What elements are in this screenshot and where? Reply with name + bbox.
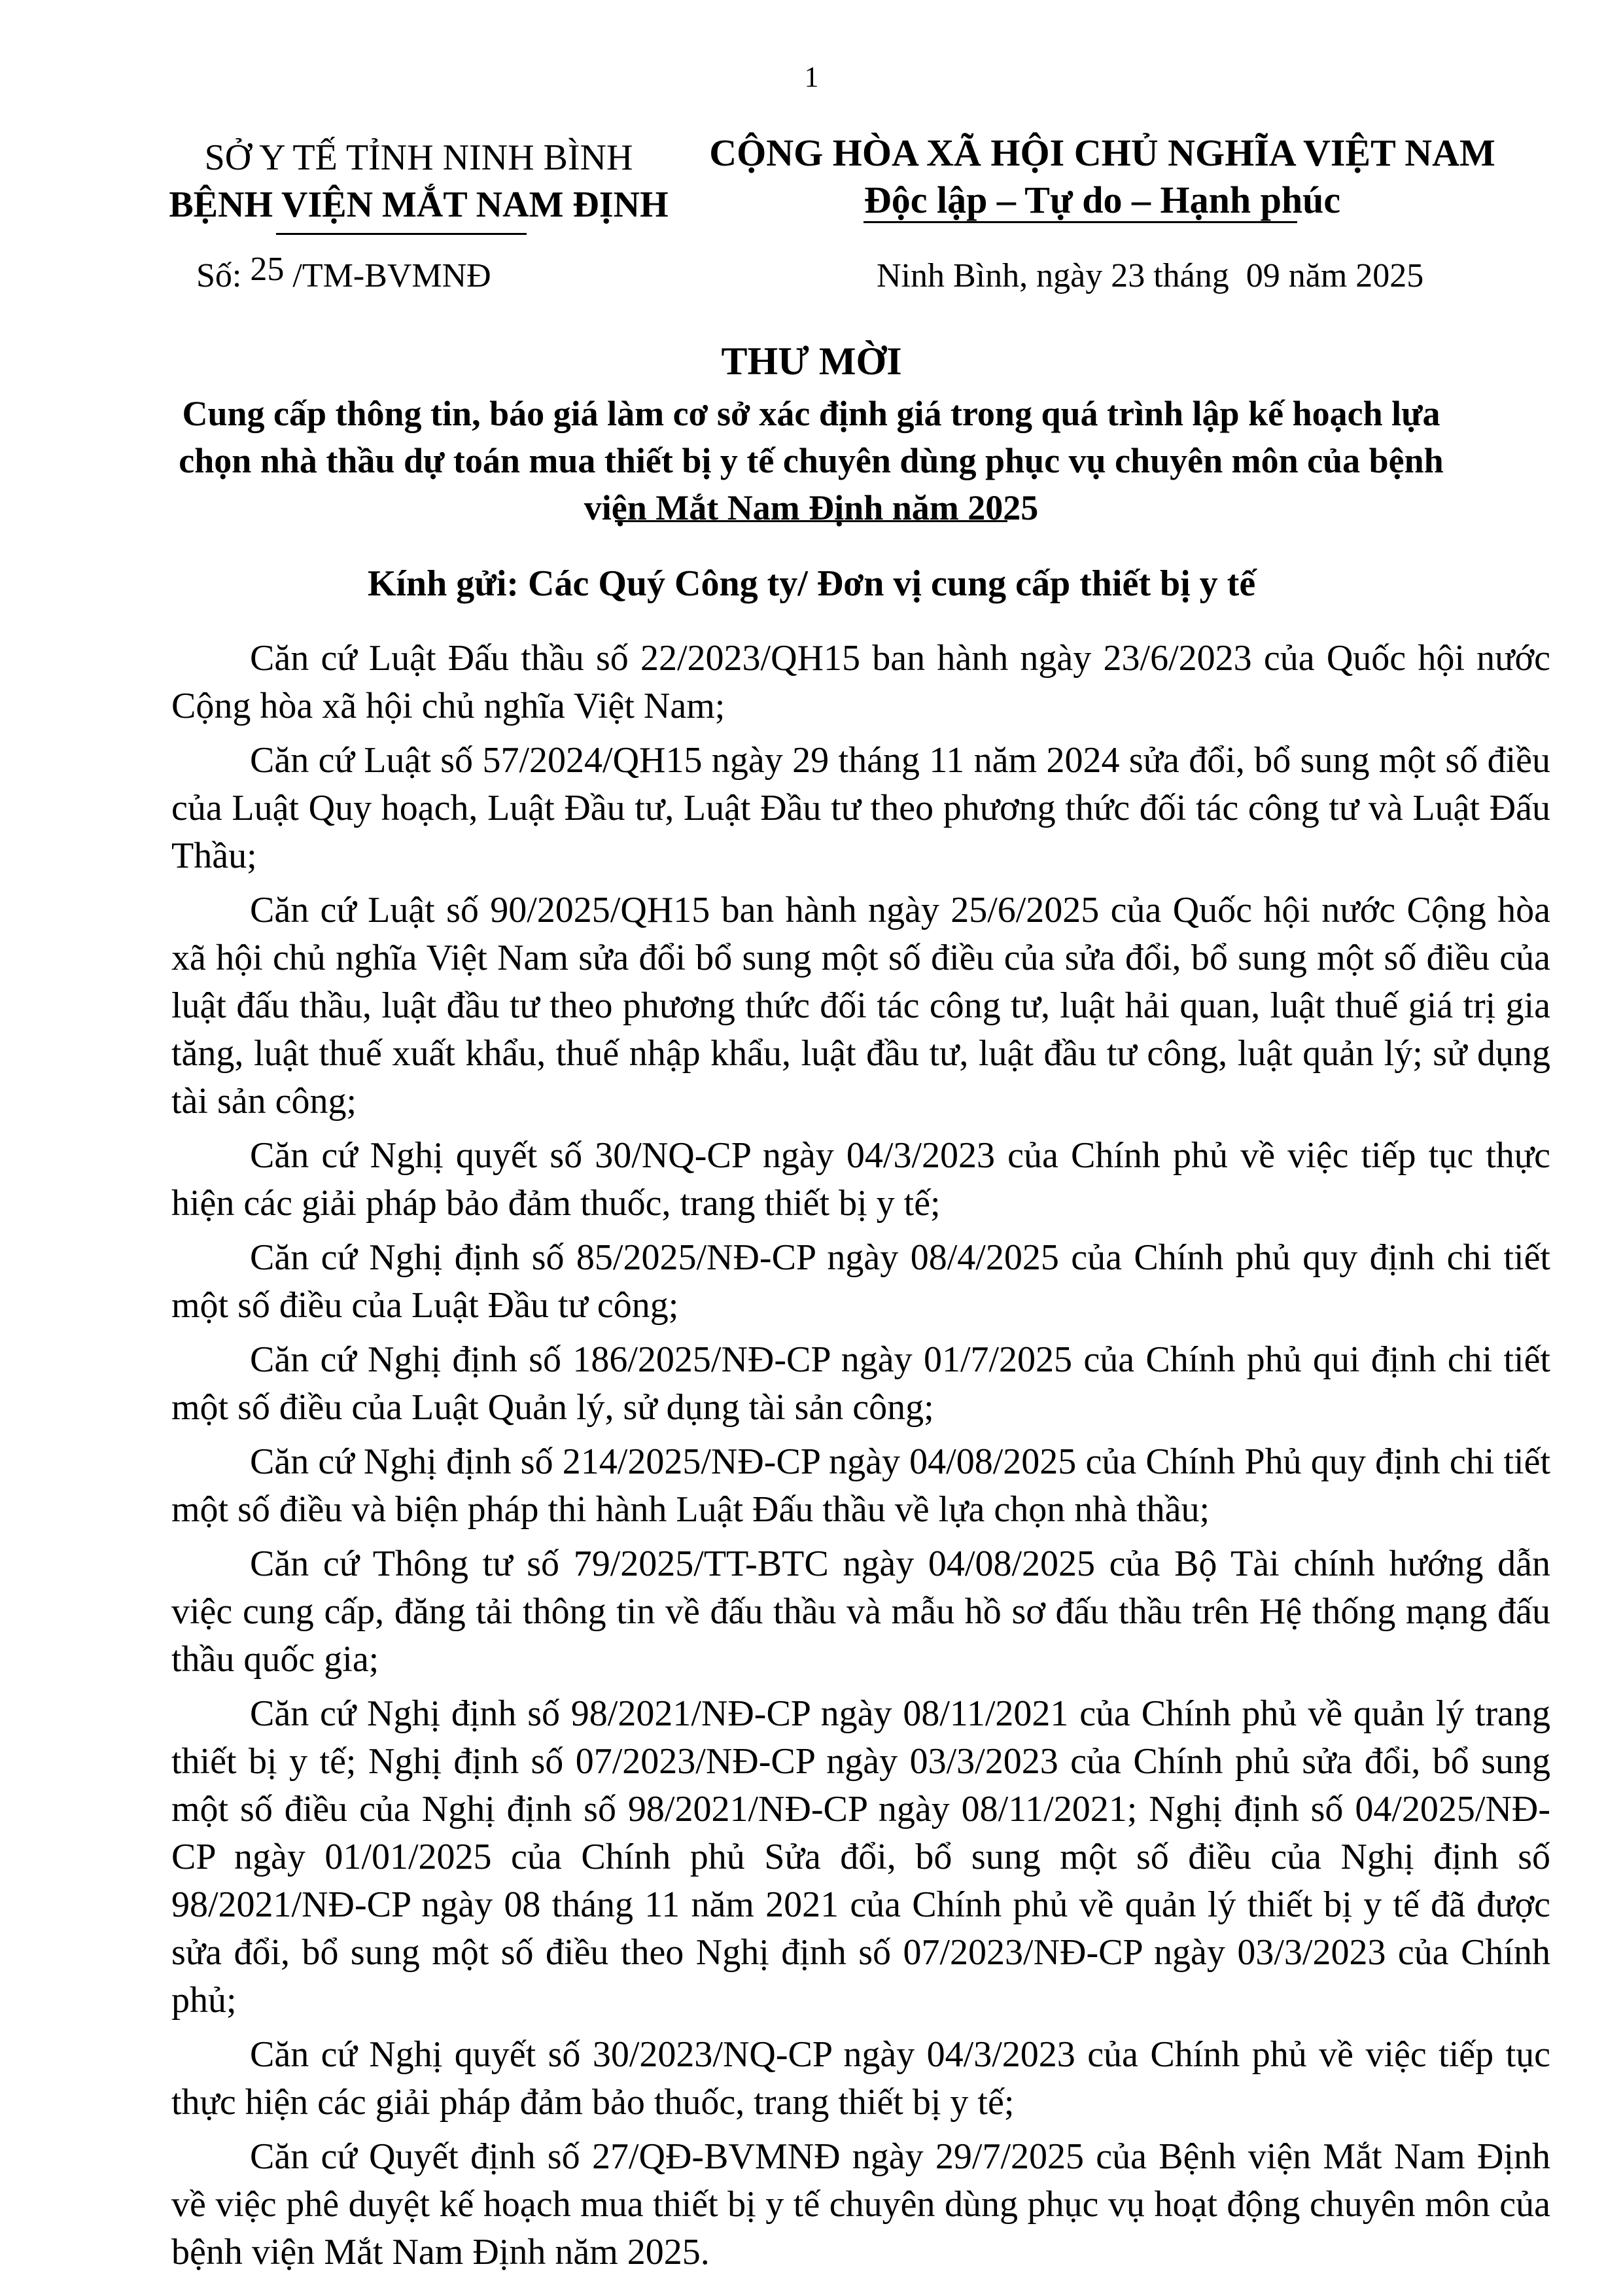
doc-number-suffix: /TM-BVMNĐ bbox=[284, 257, 491, 294]
paragraph: Căn cứ Nghị định số 214/2025/NĐ-CP ngày 04/08/2025 của Chính Phủ quy định chi tiết một số điều và biện pháp thi hành Luật Đấu thầu về lựa chọn nhà thầu; bbox=[171, 1441, 1550, 1530]
paragraph: Căn cứ Luật số 57/2024/QH15 ngày 29 tháng 11 năm 2024 sửa đổi, bổ sung một số điều của Luật Quy hoạch, Luật Đầu tư, Luật Đầu tư theo phương thức đối tác công tư và Luật Đấu Thầu; bbox=[171, 740, 1550, 876]
paragraph: Căn cứ Nghị định số 85/2025/NĐ-CP ngày 08/4/2025 của Chính phủ quy định chi tiết một số điều của Luật Đầu tư công; bbox=[171, 1237, 1550, 1326]
motto: Độc lập – Tự do – Hạnh phúc bbox=[864, 179, 1341, 221]
paragraph: Căn cứ Nghị định số 98/2021/NĐ-CP ngày 08/11/2021 của Chính phủ về quản lý trang thiết bị y tế; Nghị định số 07/2023/NĐ-CP ngày 03/3/2023 của Chính phủ sửa đổi, bổ sung một số điều của Nghị định số 98/2021/NĐ-CP ngày 08/11/2021; Nghị định số 04/2025/NĐ-CP ngày 01/01/2025 của Chính phủ Sửa đổi, bổ sung một số điều của Nghị định số 98/2021/NĐ-CP ngày 08 tháng 11 năm 2021 của Chính phủ về quản lý thiết bị y tế đã được sửa đổi, bổ sung một số điều theo Nghị định số 07/2023/NĐ-CP ngày 03/3/2023 của Chính phủ; bbox=[171, 1693, 1550, 2021]
subtitle-underline bbox=[615, 520, 1007, 522]
paragraph: Căn cứ Thông tư số 79/2025/TT-BTC ngày 04/08/2025 của Bộ Tài chính hướng dẫn việc cung cấp, đăng tải thông tin về đấu thầu và mẫu hồ sơ đấu thầu trên Hệ thống mạng đấu thầu quốc gia; bbox=[171, 1544, 1550, 1680]
page-number: 1 bbox=[804, 61, 819, 93]
paragraph: Căn cứ Nghị định số 186/2025/NĐ-CP ngày 01/7/2025 của Chính phủ qui định chi tiết một số điều của Luật Quản lý, sử dụng tài sản công; bbox=[171, 1339, 1550, 1428]
country-name: CỘNG HÒA XÃ HỘI CHỦ NGHĨA VIỆT NAM bbox=[709, 132, 1495, 174]
paragraph: Căn cứ Quyết định số 27/QĐ-BVMNĐ ngày 29/7/2025 của Bệnh viện Mắt Nam Định về việc phê duyệt kế hoạch mua thiết bị y tế chuyên dùng phục vụ hoạt động chuyên môn của bệnh viện Mắt Nam Định năm 2025. bbox=[171, 2136, 1550, 2272]
recipient-line: Kính gửi: Các Quý Công ty/ Đơn vị cung cấp thiết bị y tế bbox=[367, 563, 1256, 604]
paragraph: Căn cứ Nghị quyết số 30/NQ-CP ngày 04/3/2023 của Chính phủ về việc tiếp tục thực hiện các giải pháp bảo đảm thuốc, trang thiết bị y tế; bbox=[171, 1135, 1550, 1224]
doc-number-value: 25 bbox=[250, 251, 285, 288]
hospital-name: BỆNH VIỆN MẮT NAM ĐỊNH bbox=[169, 185, 669, 225]
paragraph: Căn cứ Nghị quyết số 30/2023/NQ-CP ngày 04/3/2023 của Chính phủ về việc tiếp tục thực hiện các giải pháp đảm bảo thuốc, trang thiết bị y tế; bbox=[171, 2034, 1550, 2123]
national-motto bbox=[677, 130, 1527, 224]
document-title: THƯ MỜI bbox=[721, 340, 902, 383]
paragraph: Căn cứ Luật Đấu thầu số 22/2023/QH15 ban hành ngày 23/6/2023 của Quốc hội nước Cộng hòa xã hội chủ nghĩa Việt Nam; bbox=[171, 638, 1550, 726]
document-number bbox=[196, 251, 491, 295]
issuing-agency bbox=[131, 134, 707, 228]
document-body bbox=[171, 635, 1550, 2283]
agency-underline bbox=[276, 233, 527, 235]
place-date: Ninh Bình, ngày 23 tháng 09 năm 2025 bbox=[877, 257, 1424, 294]
motto-underline bbox=[864, 221, 1297, 223]
parent-agency: SỞ Y TẾ TỈNH NINH BÌNH bbox=[204, 137, 633, 178]
doc-number-prefix: Số: bbox=[196, 257, 251, 294]
document-subtitle: Cung cấp thông tin, báo giá làm cơ sở xác định giá trong quá trình lập kế hoạch lựa chọn nhà thầu dự toán mua thiết bị y tế chuyên dùng phục vụ chuyên môn của bệnh viện Mắt Nam Định năm 2025 bbox=[179, 394, 1444, 527]
paragraph: Căn cứ Luật số 90/2025/QH15 ban hành ngày 25/6/2025 của Quốc hội nước Cộng hòa xã hội chủ nghĩa Việt Nam sửa đổi bổ sung một số điều của sửa đổi, bổ sung một số điều của luật đấu thầu, luật đầu tư theo phương thức đối tác công tư, luật hải quan, luật thuế giá trị gia tăng, luật thuế xuất khẩu, thuế nhập khẩu, luật đầu tư, luật đầu tư công, luật quản lý; sử dụng tài sản công; bbox=[171, 890, 1550, 1122]
